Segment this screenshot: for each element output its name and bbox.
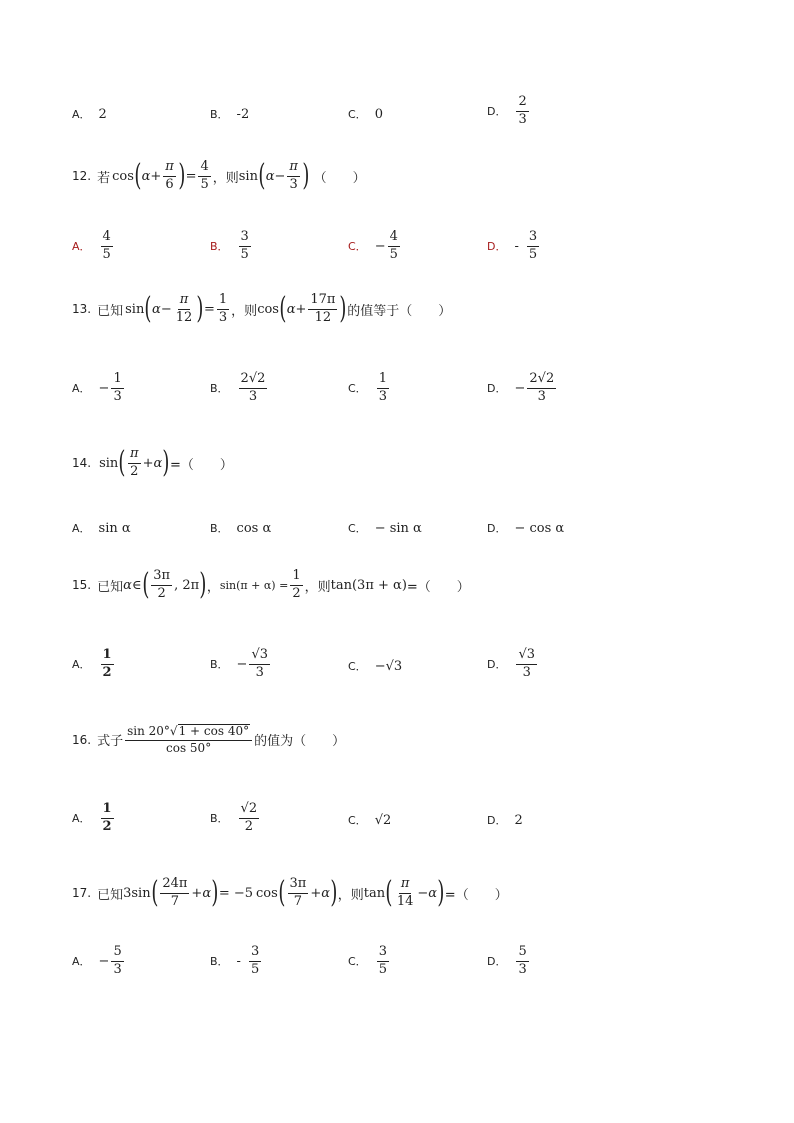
alpha: α: [202, 885, 212, 901]
denominator: 5: [102, 246, 111, 262]
option-label: D．: [487, 105, 507, 119]
numerator-sin: sin 20°: [127, 724, 170, 738]
denominator: 2: [102, 818, 112, 834]
fraction: [249, 945, 261, 978]
denominator: 2: [244, 818, 253, 834]
numerator: π: [399, 877, 412, 894]
right-paren: ): [211, 875, 219, 911]
numerator: 17π: [308, 293, 337, 310]
answer-blank: =（ ）: [169, 457, 233, 473]
denominator: 5: [378, 961, 387, 977]
func-tan: tan: [330, 577, 352, 593]
fraction: [290, 569, 302, 602]
numerator: 3: [239, 230, 251, 247]
radical-sign: √: [169, 724, 178, 738]
minus-sign: −: [514, 380, 526, 396]
alpha: α: [152, 301, 161, 317]
option-label: C．: [348, 522, 367, 535]
option-label: C．: [348, 955, 367, 969]
numerator: 4: [101, 230, 113, 247]
coefficient: 3: [123, 885, 132, 901]
option-label: A．: [72, 955, 91, 969]
q17-option-a[interactable]: [72, 945, 126, 978]
denominator: 3: [518, 961, 527, 977]
option-label: B．: [210, 955, 229, 969]
fraction: [101, 802, 114, 835]
alpha: α: [153, 455, 163, 471]
fraction: [377, 372, 389, 405]
q14-option-c[interactable]: [348, 520, 422, 536]
option-value: 2: [514, 812, 523, 828]
fraction: [239, 372, 268, 405]
q17-option-b[interactable]: [210, 945, 263, 978]
alpha: α: [428, 885, 438, 901]
option-value: 0: [374, 106, 383, 122]
denominator: 3: [518, 111, 527, 127]
option-label: A．: [72, 658, 91, 672]
tan-argument: 3π + α: [357, 577, 402, 593]
func-cos: cos: [256, 885, 278, 901]
fraction: [287, 160, 300, 193]
denominator: 6: [165, 176, 174, 192]
func-sin: sin: [99, 455, 119, 471]
numerator: 24π: [160, 877, 189, 894]
denominator: 14: [396, 893, 414, 909]
plus-sign: +: [142, 455, 154, 471]
option-value: −√3: [374, 658, 403, 674]
denominator: 5: [389, 246, 398, 262]
comma: ，: [206, 579, 220, 595]
numerator: 1: [101, 802, 114, 819]
radicand: 1 + cos 40°: [178, 724, 250, 738]
q15-option-a[interactable]: [72, 648, 116, 681]
question-16: [72, 724, 345, 756]
right-paren: ): [162, 445, 170, 481]
q16-option-b[interactable]: [210, 802, 261, 835]
denominator: 7: [170, 893, 179, 909]
denominator: 3: [113, 961, 122, 977]
question-number: 17.: [72, 886, 92, 901]
fraction: [151, 569, 172, 602]
conjunction: ，则: [304, 579, 331, 595]
fraction: [239, 802, 260, 835]
denominator: 2: [102, 664, 112, 680]
numerator: π: [128, 447, 141, 464]
numerator: √2: [239, 802, 260, 819]
alpha: α: [123, 577, 132, 593]
plus-sign: +: [310, 885, 322, 901]
denominator: 3: [255, 664, 264, 680]
given-condition: sin(π + α) =: [219, 578, 289, 592]
denominator: 2: [157, 585, 166, 601]
fraction: [128, 447, 141, 480]
numerator: 5: [516, 945, 528, 962]
fraction: [101, 648, 114, 681]
numerator: 1: [377, 372, 389, 389]
q14-option-d[interactable]: [487, 520, 564, 536]
fraction: [527, 230, 539, 263]
numerator: π: [163, 160, 176, 177]
q13-option-a[interactable]: [72, 372, 126, 405]
option-value: √2: [374, 812, 392, 828]
numerator: 2√2: [527, 372, 556, 389]
question-14: [72, 447, 233, 480]
numerator: 3: [527, 230, 539, 247]
q17-option-c[interactable]: [348, 945, 391, 978]
q13-option-d[interactable]: [487, 372, 558, 405]
option-label: D．: [487, 382, 507, 396]
option-label: B．: [210, 522, 229, 535]
fraction: [516, 648, 537, 681]
numerator: √3: [516, 648, 537, 665]
q16-option-a[interactable]: [72, 802, 116, 835]
denominator: 5: [250, 961, 260, 977]
conjunction: ，则: [212, 170, 239, 186]
fraction: [198, 160, 210, 193]
fraction: [388, 230, 400, 263]
alpha: α: [141, 168, 151, 184]
interval-end: , 2π: [174, 577, 200, 593]
q11-option-b[interactable]: [210, 106, 249, 122]
option-label: A．: [72, 108, 91, 121]
minus-sign: −: [98, 380, 110, 396]
answer-blank: =（ ）: [444, 887, 508, 903]
func-cos: cos: [257, 301, 279, 317]
fraction: [249, 648, 270, 681]
denominator: 2: [292, 585, 301, 601]
func-tan: tan: [363, 885, 386, 901]
numerator: π: [178, 293, 191, 310]
question-number: 14.: [72, 456, 92, 471]
plus-sign: +: [150, 168, 162, 184]
question-prefix: 若: [97, 170, 111, 186]
q11-option-a[interactable]: [72, 106, 107, 122]
question-prefix: 已知: [97, 579, 124, 595]
minus-sign: −: [374, 238, 386, 254]
numerator: 1: [101, 648, 114, 665]
left-paren: (: [141, 567, 149, 603]
plus-sign: +: [295, 301, 307, 317]
numerator: √3: [249, 648, 270, 665]
denominator: 3: [218, 309, 228, 325]
option-label: A．: [72, 812, 91, 826]
numerator: 4: [388, 230, 400, 247]
numerator: 3π: [151, 569, 172, 586]
left-paren: (: [118, 445, 126, 481]
left-paren: (: [144, 291, 152, 327]
numerator: 4: [198, 160, 210, 177]
left-paren: (: [278, 875, 286, 911]
numerator: 1: [111, 372, 123, 389]
func-sin: sin: [125, 301, 145, 317]
option-value: cos α: [236, 520, 272, 536]
fraction: [111, 372, 123, 405]
fraction: [308, 293, 337, 326]
denominator: 3: [248, 388, 258, 404]
option-value: − cos α: [514, 520, 565, 536]
option-label: D．: [487, 658, 507, 672]
option-label: C．: [348, 240, 367, 254]
right-paren: ): [302, 158, 310, 194]
q15-option-c[interactable]: [348, 658, 402, 674]
option-value: sin α: [98, 520, 131, 536]
q16-option-d[interactable]: [487, 812, 523, 828]
option-label: D．: [487, 955, 507, 969]
numerator: [125, 724, 252, 741]
denominator: 3: [289, 176, 298, 192]
left-paren: (: [351, 577, 358, 593]
q13-option-c[interactable]: [348, 372, 391, 405]
option-label: C．: [348, 660, 367, 673]
right-paren: ): [437, 875, 445, 911]
fraction: [516, 95, 528, 128]
alpha: α: [286, 301, 296, 317]
fraction: [160, 877, 189, 910]
numerator: 2: [516, 95, 528, 112]
denominator: 2: [130, 463, 139, 479]
option-value: − sin α: [374, 520, 422, 536]
q12-option-c[interactable]: [348, 230, 402, 263]
option-label: B．: [210, 812, 229, 826]
fraction: [163, 160, 176, 193]
equals-sign: =: [185, 168, 197, 184]
numerator: 1: [217, 293, 229, 310]
option-label: B．: [210, 382, 229, 396]
q12-option-a[interactable]: [72, 230, 115, 263]
right-paren: ): [199, 567, 207, 603]
alpha: α: [321, 885, 331, 901]
option-label: B．: [210, 240, 229, 254]
right-paren: ): [401, 577, 407, 593]
fraction: [101, 230, 113, 263]
func-sin: sin: [238, 168, 258, 184]
right-paren: ): [178, 158, 186, 194]
q13-option-b[interactable]: [210, 372, 269, 405]
q11-option-c[interactable]: [348, 106, 383, 122]
minus-sign: −: [274, 168, 286, 184]
question-number: 16.: [72, 732, 92, 747]
q15-option-d[interactable]: [487, 648, 539, 681]
fraction: [217, 293, 229, 326]
right-paren: ): [196, 291, 204, 327]
option-label: B．: [210, 108, 229, 121]
fraction: [125, 724, 252, 756]
denominator: 5: [528, 246, 538, 262]
fraction: [527, 372, 556, 405]
fraction: [377, 945, 389, 978]
answer-blank: =（ ）: [406, 579, 470, 595]
option-label: B．: [210, 658, 229, 672]
numerator: 3: [249, 945, 261, 962]
conjunction: ，则: [337, 887, 364, 903]
right-paren: ): [339, 291, 347, 327]
right-paren: ): [330, 875, 338, 911]
q16-option-c[interactable]: [348, 812, 391, 828]
fraction: [288, 877, 309, 910]
q11-option-d[interactable]: [487, 95, 531, 128]
alpha: α: [265, 168, 275, 184]
q15-option-b[interactable]: [210, 648, 272, 681]
denominator: cos 50°: [166, 740, 212, 755]
numerator: π: [287, 160, 300, 177]
denominator: 3: [378, 388, 387, 404]
question-13: [72, 293, 451, 326]
minus-sign: −: [236, 656, 248, 672]
numerator: 5: [111, 945, 123, 962]
question-number: 15.: [72, 578, 92, 593]
fraction: [174, 293, 195, 326]
option-label: D．: [487, 814, 507, 827]
func-sin: sin: [131, 885, 151, 901]
plus-sign: +: [191, 885, 203, 901]
fraction: [516, 945, 528, 978]
q14-option-b[interactable]: [210, 520, 271, 536]
option-label: C．: [348, 814, 367, 827]
left-paren: (: [279, 291, 287, 327]
question-prefix: 已知: [97, 303, 124, 319]
fraction: [111, 945, 123, 978]
question-prefix: 已知: [97, 887, 124, 903]
q12-option-d[interactable]: [487, 230, 541, 263]
q14-option-a[interactable]: [72, 520, 131, 536]
question-prefix: 式子: [97, 734, 124, 750]
denominator: 5: [200, 176, 209, 192]
question-12: [72, 160, 366, 193]
option-label: D．: [487, 522, 507, 535]
minus-sign: -: [236, 953, 241, 969]
left-paren: (: [385, 875, 393, 911]
element-of-sign: ∈: [131, 577, 142, 593]
numerator: 1: [290, 569, 302, 586]
left-paren: (: [258, 158, 266, 194]
fraction: [395, 877, 416, 910]
denominator: 5: [240, 246, 249, 262]
denominator: 12: [175, 309, 193, 325]
numerator: 3π: [288, 877, 309, 894]
option-label: A．: [72, 240, 91, 254]
option-label: A．: [72, 522, 91, 535]
equals-sign: =: [203, 301, 215, 317]
sqrt: [170, 724, 250, 739]
option-label: C．: [348, 108, 367, 121]
option-label: A．: [72, 382, 91, 396]
question-number: 12.: [72, 169, 92, 184]
question-suffix: 的值为（ ）: [254, 734, 346, 750]
question-15: [72, 569, 470, 602]
answer-blank: （ ）: [313, 170, 366, 186]
option-value: 2: [98, 106, 107, 122]
question-suffix: 的值等于（ ）: [347, 303, 452, 319]
q12-option-b[interactable]: [210, 230, 253, 263]
left-paren: (: [134, 158, 142, 194]
option-label: D．: [487, 240, 507, 254]
minus-sign: −: [417, 885, 429, 901]
minus-sign: −: [160, 301, 172, 317]
numerator: 3: [377, 945, 389, 962]
question-number: 13.: [72, 302, 92, 317]
option-label: C．: [348, 382, 367, 396]
option-value: -2: [236, 106, 250, 122]
fraction: [239, 230, 251, 263]
minus-sign: -: [514, 238, 519, 254]
left-paren: (: [150, 875, 158, 911]
denominator: 3: [522, 664, 531, 680]
q17-option-d[interactable]: [487, 945, 531, 978]
denominator: 3: [113, 388, 122, 404]
minus-sign: −: [98, 953, 110, 969]
denominator: 12: [314, 309, 332, 325]
denominator: 7: [293, 893, 303, 909]
denominator: 3: [537, 388, 546, 404]
question-17: [72, 877, 508, 910]
func-cos: cos: [112, 168, 134, 184]
equals-coef: = −5: [218, 885, 254, 901]
conjunction: ，则: [231, 303, 258, 319]
numerator: 2√2: [239, 372, 268, 389]
